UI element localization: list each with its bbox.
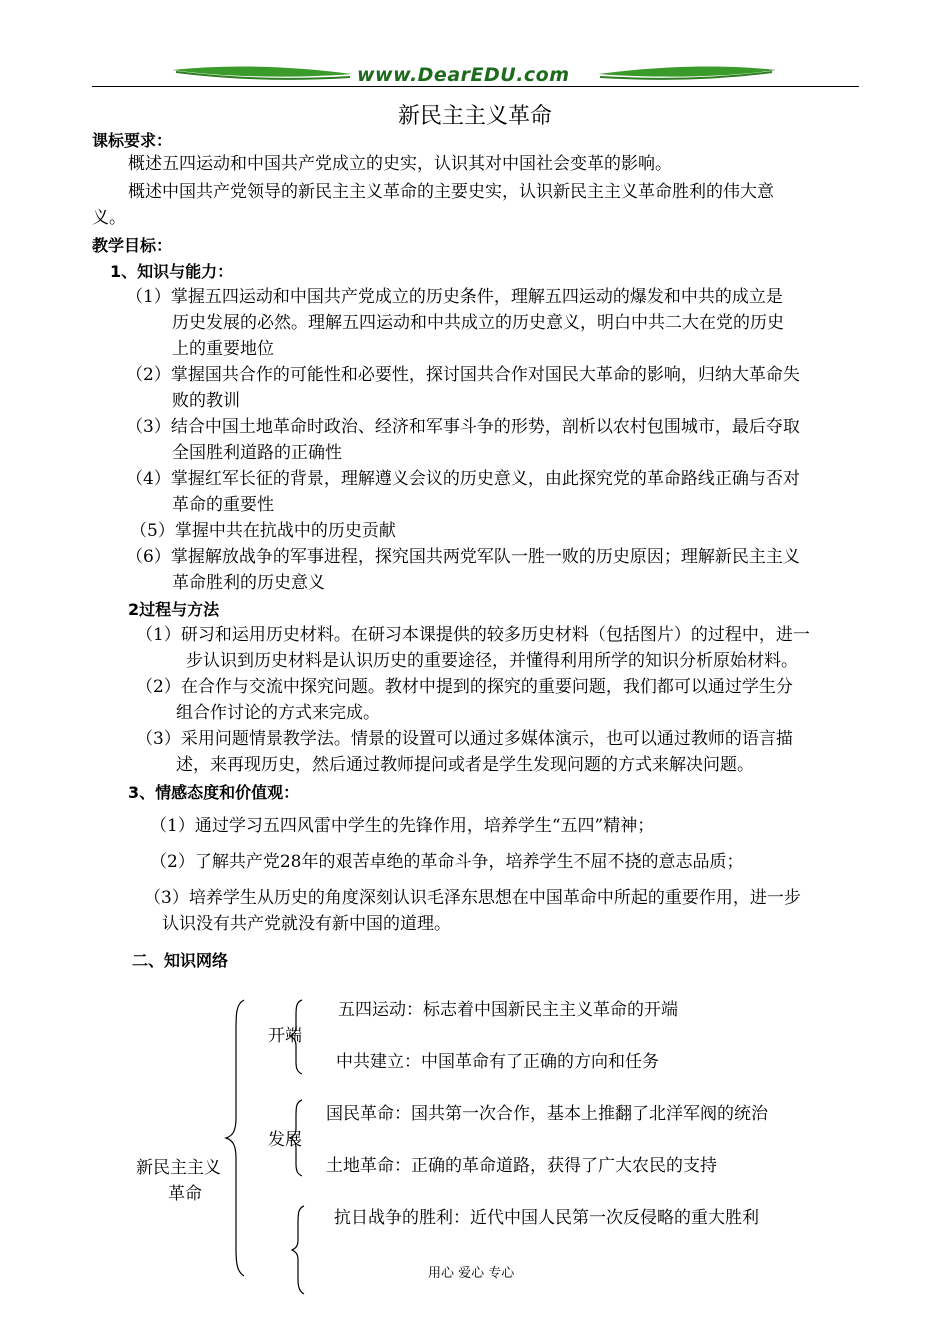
brace-third-icon: [292, 1206, 304, 1294]
knowledge-line: （4）掌握红军长征的背景，理解遵义会议的历史意义，由此探究党的革命路线正确与否对: [126, 469, 800, 489]
knowledge-line: 上的重要地位: [172, 339, 274, 359]
knowledge-line: （1）掌握五四运动和中国共产党成立的历史条件，理解五四运动的爆发和中共的成立是: [126, 287, 783, 307]
curriculum-heading: 课标要求：: [92, 131, 173, 150]
knowledge-line: （3）结合中国土地革命时政治、经济和军事斗争的形势，剖析以农村包围城市，最后夺取: [126, 417, 800, 437]
values-line: （3）培养学生从历史的角度深刻认识毛泽东思想在中国革命中所起的重要作用，进一步: [144, 888, 801, 908]
knowledge-line: 历史发展的必然。理解五四运动和中共成立的历史意义，明白中共二大在党的历史: [172, 313, 784, 333]
branch-item: 土地革命：正确的革命道路，获得了广大农民的支持: [326, 1156, 717, 1176]
process-line: 步认识到历史材料是认识历史的重要途径，并懂得利用所学的知识分析原始材料。: [186, 651, 798, 671]
page-title: 新民主主义革命: [397, 104, 552, 129]
process-line: （2）在合作与交流中探究问题。教材中提到的探究的重要问题，我们都可以通过学生分: [136, 677, 793, 697]
process-line: 述，来再现历史，然后通过教师提问或者是学生发现问题的方式来解决问题。: [176, 755, 754, 775]
knowledge-line: （5）掌握中共在抗战中的历史贡献: [130, 521, 396, 541]
knowledge-line: 败的教训: [172, 391, 240, 411]
values-heading: 3、情感态度和价值观：: [128, 783, 300, 802]
values-line: （1）通过学习五四风雷中学生的先锋作用，培养学生“五四”精神；: [150, 816, 655, 836]
branch-label-development: 发展: [268, 1130, 302, 1150]
branch-item: 国民革命：国共第一次合作，基本上推翻了北洋军阀的统治: [326, 1104, 768, 1124]
logo-text: www.DearEDU.com: [357, 64, 570, 86]
curriculum-item: 义。: [92, 208, 126, 228]
knowledge-line: （2）掌握国共合作的可能性和必要性，探讨国共合作对国民大革命的影响，归纳大革命失: [126, 365, 800, 385]
branch-item: 中共建立：中国革命有了正确的方向和任务: [336, 1052, 659, 1072]
process-heading: 2过程与方法: [128, 600, 220, 619]
knowledge-line: 革命胜利的历史意义: [172, 573, 325, 593]
branch-item: 抗日战争的胜利：近代中国人民第一次反侵略的重大胜利: [334, 1208, 759, 1228]
process-line: 组合作讨论的方式来完成。: [176, 703, 380, 723]
values-line: 认识没有共产党就没有新中国的道理。: [162, 914, 451, 934]
network-heading: 二、知识网络: [132, 951, 229, 970]
curriculum-item: 概述五四运动和中国共产党成立的史实，认识其对中国社会变革的影响。: [128, 154, 672, 174]
objectives-heading: 教学目标：: [92, 236, 173, 255]
process-line: （1）研习和运用历史材料。在研习本课提供的较多历史材料（包括图片）的过程中，进一: [136, 625, 810, 645]
network-root-line1: 新民主主义: [136, 1158, 221, 1178]
knowledge-line: （6）掌握解放战争的军事进程，探究国共两党军队一胜一败的历史原因；理解新民主主义: [126, 547, 800, 567]
knowledge-heading: 1、知识与能力：: [110, 262, 234, 281]
network-root-line2: 革命: [168, 1184, 202, 1204]
knowledge-line: 全国胜利道路的正确性: [172, 443, 342, 463]
knowledge-line: 革命的重要性: [172, 495, 274, 515]
main-brace-icon: [226, 1000, 244, 1276]
footer-text: 用心 爱心 专心: [428, 1266, 515, 1281]
process-line: （3）采用问题情景教学法。情景的设置可以通过多媒体演示，也可以通过教师的语言描: [136, 729, 793, 749]
values-line: （2）了解共产党28年的艰苦卓绝的革命斗争，培养学生不屈不挠的意志品质；: [150, 852, 744, 872]
branch-item: 五四运动：标志着中国新民主主义革命的开端: [338, 1000, 678, 1020]
curriculum-item: 概述中国共产党领导的新民主主义革命的主要史实，认识新民主主义革命胜利的伟大意: [128, 182, 774, 202]
branch-label-start: 开端: [268, 1026, 302, 1046]
